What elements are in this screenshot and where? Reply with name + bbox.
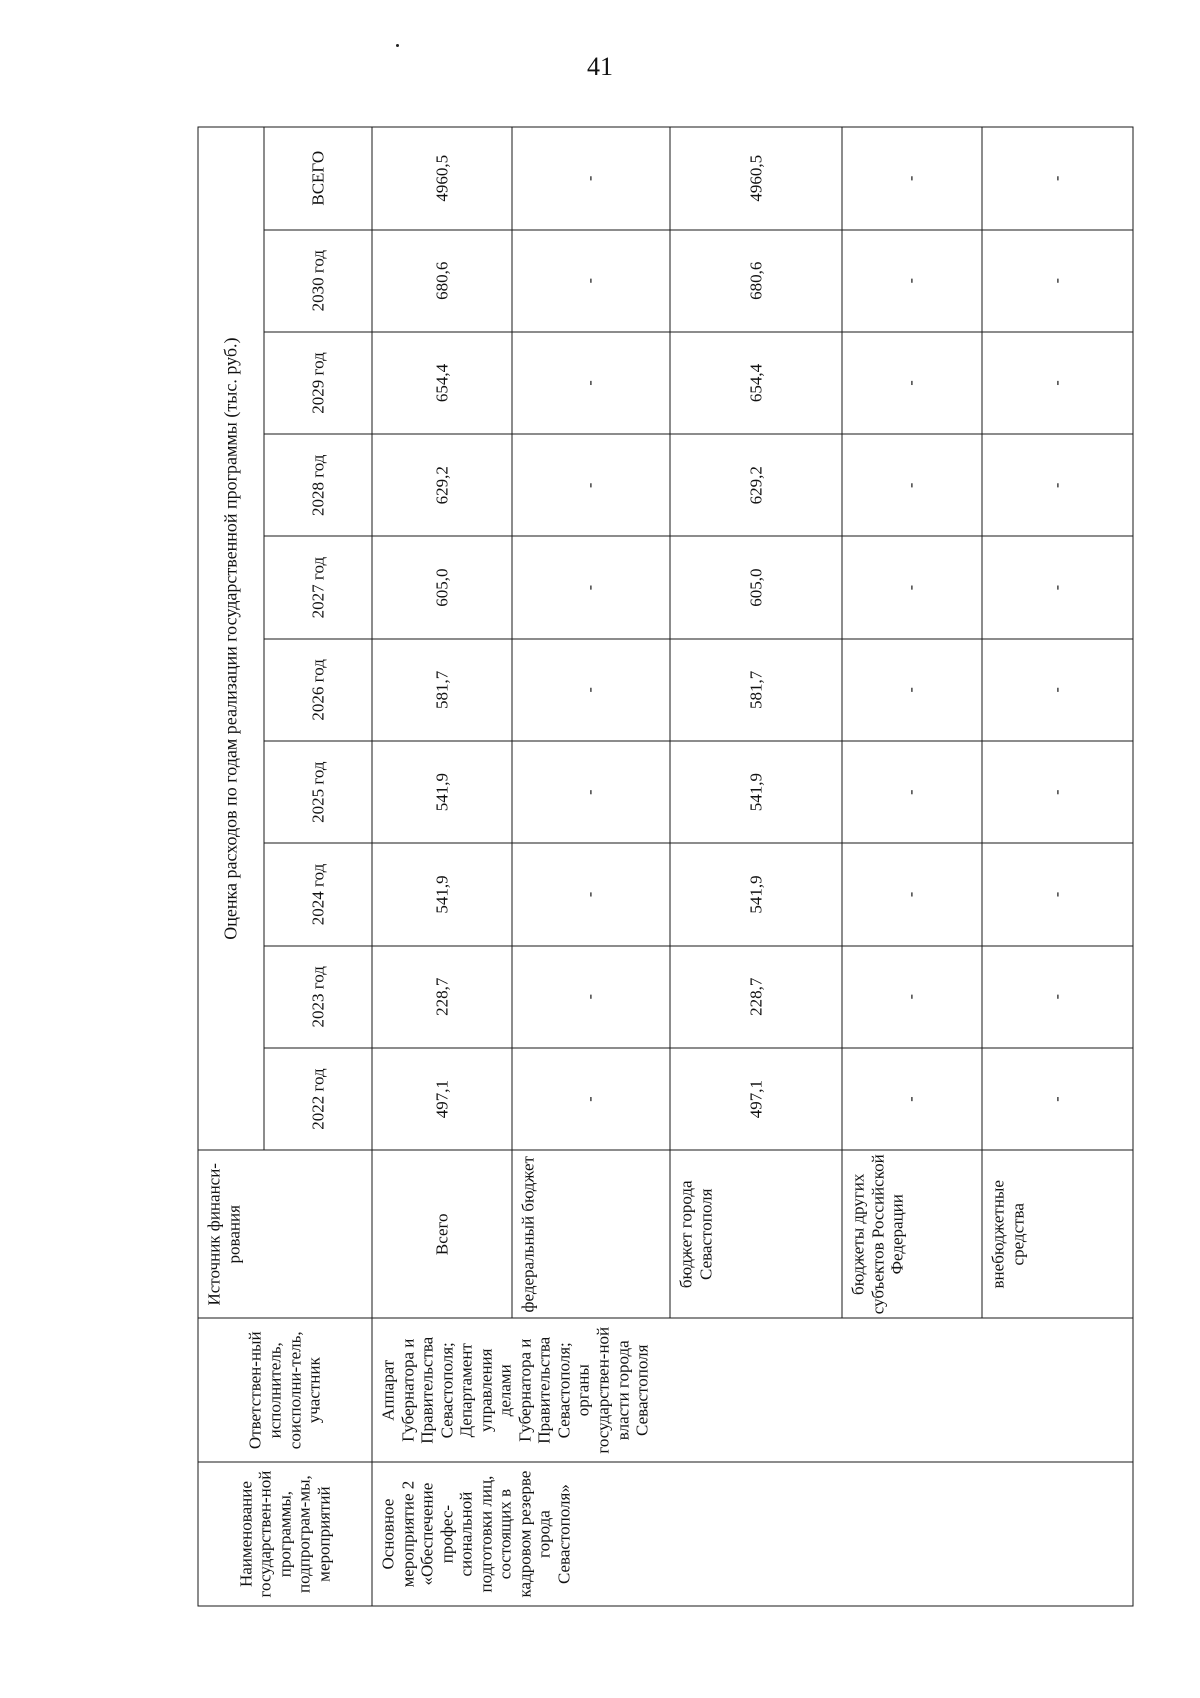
value-cell: 654,4 xyxy=(670,331,842,433)
measure-executor: Аппарат Губернатора и Правительства Севастополя; Департамент управления делами Губернатора и Правительства Севастополя; органы государствен-ной власти города Севастополя xyxy=(372,1318,1133,1462)
header-year: 2029 год xyxy=(264,331,372,433)
value-cell: 629,2 xyxy=(670,434,842,536)
header-executor: Ответствен-ный исполнитель, соисполни-тель, участник xyxy=(198,1318,372,1462)
measure-name: Основное мероприятие 2 «Обеспечение профес-сиональной подготовки лиц, состоящих в кадровом резерве города Севастополя» xyxy=(372,1462,1133,1606)
header-year: 2027 год xyxy=(264,536,372,638)
value-cell: - xyxy=(842,945,982,1047)
value-cell: 581,7 xyxy=(372,638,512,740)
header-total: ВСЕГО xyxy=(264,127,372,230)
value-cell: - xyxy=(982,1047,1133,1149)
source-cell: Всего xyxy=(372,1150,512,1318)
value-cell: 497,1 xyxy=(670,1047,842,1149)
value-cell: - xyxy=(842,434,982,536)
value-cell: 4960,5 xyxy=(670,127,842,230)
value-cell: 541,9 xyxy=(670,843,842,945)
header-name: Наименование государствен-ной программы, подпрограм-мы, мероприятий xyxy=(198,1462,372,1606)
value-cell: - xyxy=(512,741,670,843)
value-cell: - xyxy=(842,741,982,843)
value-cell: 497,1 xyxy=(372,1047,512,1149)
header-year: 2030 год xyxy=(264,229,372,331)
value-cell: - xyxy=(842,229,982,331)
value-cell: 581,7 xyxy=(670,638,842,740)
table-holder xyxy=(197,126,1132,1606)
value-cell: - xyxy=(842,536,982,638)
header-estimate-group: Оценка расходов по годам реализации государственной программы (тыс. руб.) xyxy=(198,127,264,1150)
value-cell: - xyxy=(512,229,670,331)
value-cell: 680,6 xyxy=(372,229,512,331)
value-cell: - xyxy=(512,536,670,638)
value-cell: - xyxy=(982,229,1133,331)
header-year: 2023 год xyxy=(264,945,372,1047)
table-row-total xyxy=(372,127,512,1606)
value-cell: 228,7 xyxy=(372,945,512,1047)
value-cell: 228,7 xyxy=(670,945,842,1047)
value-cell: - xyxy=(982,127,1133,230)
value-cell: - xyxy=(982,945,1133,1047)
source-cell: бюджет города Севастополя xyxy=(670,1150,842,1318)
value-cell: - xyxy=(512,331,670,433)
value-cell: - xyxy=(512,434,670,536)
value-cell: - xyxy=(512,945,670,1047)
value-cell: - xyxy=(842,127,982,230)
value-cell: - xyxy=(982,434,1133,536)
value-cell: 605,0 xyxy=(372,536,512,638)
value-cell: - xyxy=(512,127,670,230)
value-cell: 680,6 xyxy=(670,229,842,331)
value-cell: - xyxy=(842,331,982,433)
stray-dot xyxy=(396,44,399,47)
value-cell: - xyxy=(982,741,1133,843)
header-year: 2024 год xyxy=(264,843,372,945)
value-cell: - xyxy=(512,638,670,740)
value-cell: 4960,5 xyxy=(372,127,512,230)
header-row-group xyxy=(198,127,264,1606)
value-cell: - xyxy=(982,536,1133,638)
value-cell: 541,9 xyxy=(670,741,842,843)
header-year: 2022 год xyxy=(264,1047,372,1149)
rotated-table-wrapper xyxy=(197,126,1132,1606)
source-cell: бюджеты других субъектов Российской Федерации xyxy=(842,1150,982,1318)
value-cell: 654,4 xyxy=(372,331,512,433)
header-year: 2025 год xyxy=(264,741,372,843)
header-year: 2028 год xyxy=(264,434,372,536)
source-cell: федеральный бюджет xyxy=(512,1150,670,1318)
value-cell: 629,2 xyxy=(372,434,512,536)
budget-table xyxy=(197,126,1133,1606)
value-cell: 541,9 xyxy=(372,843,512,945)
value-cell: - xyxy=(512,843,670,945)
header-year: 2026 год xyxy=(264,638,372,740)
value-cell: - xyxy=(842,1047,982,1149)
value-cell: - xyxy=(982,843,1133,945)
page-number: 41 xyxy=(587,52,613,81)
value-cell: - xyxy=(842,638,982,740)
header-source: Источник финанси-рования xyxy=(198,1150,372,1318)
value-cell: - xyxy=(842,843,982,945)
value-cell: 541,9 xyxy=(372,741,512,843)
value-cell: - xyxy=(982,331,1133,433)
value-cell: - xyxy=(512,1047,670,1149)
value-cell: - xyxy=(982,638,1133,740)
source-cell: внебюджетные средства xyxy=(982,1150,1133,1318)
value-cell: 605,0 xyxy=(670,536,842,638)
